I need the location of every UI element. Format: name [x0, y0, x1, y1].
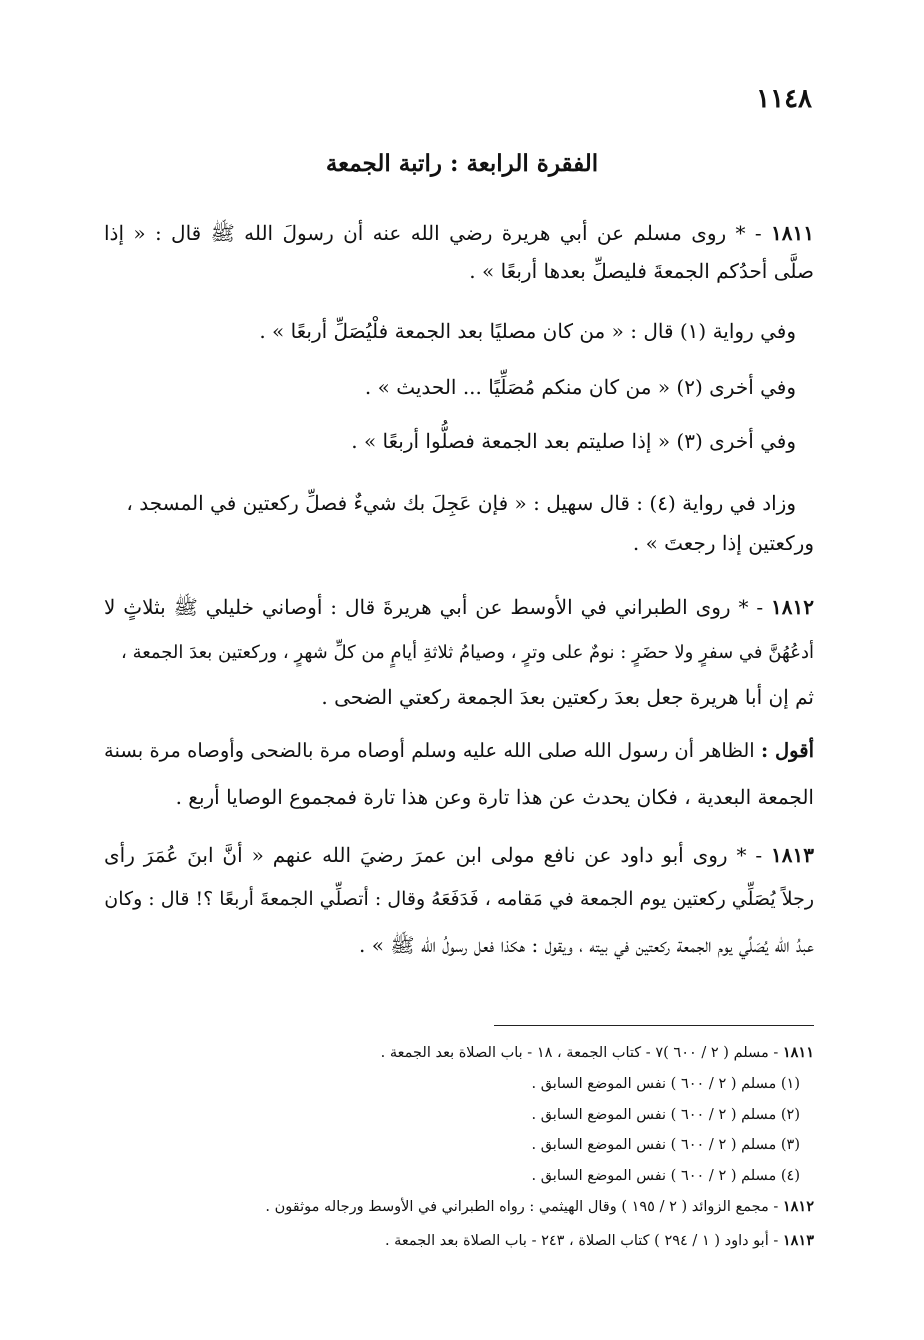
hadith-1812-line-3: ثم إن أبا هريرة جعل بعدَ ركعتين بعدَ الجمعة ركعتي الضحى . [321, 685, 814, 709]
commentary-line-2: الجمعة البعدية ، فكان يحدث عن هذا تارة وعن هذا تارة فمجموع الوصايا أربع . [175, 785, 814, 809]
hadith-1811-line-1 [104, 218, 814, 248]
hadith-text: - * روى الطبراني في الأوسط عن أبي هريرةَ قال : أوصاني خليلي ﷺ بثلاثٍ لا [104, 595, 772, 619]
footnote-divider [494, 1025, 814, 1026]
hadith-1811-line-2: صلَّى أحدُكم الجمعةَ فليصلِّ بعدها أربعًا » . [469, 259, 814, 283]
hadith-1812-line-2: أدعُهُنَّ في سفرٍ ولا حضَرٍ : نومٌ على وترٍ ، وصيامُ ثلاثةِ أيامٍ من كلِّ شهرٍ ، وركعتين بعدَ الجمعة ، [121, 642, 814, 663]
footnote-text: - أبو داود ( ١ / ٢٩٤ ) كتاب الصلاة ، ٢٤٣ - باب الصلاة بعد الجمعة . [384, 1233, 783, 1249]
commentary-line-1 [104, 736, 814, 766]
footnote-4: (٤) مسلم ( ٢ / ٦٠٠ ) نفس الموضع السابق . [531, 1168, 800, 1184]
commentary-text: الظاهر أن رسول الله صلى الله عليه وسلم أوصاه مرة بالضحى وأوصاه مرة بسنة [104, 739, 761, 762]
hadith-1813-line-3: عبدُ الله يُصَلِّي يوم الجمعة ركعتين في بيته ، ويقول : هكذا فعل رسولُ الله ﷺ » . [359, 933, 814, 957]
hadith-text: - * روى أبو داود عن نافع مولى ابن عمرَ رضيَ الله عنهم « أنَّ ابنَ عُمَرَ رأى [104, 843, 772, 867]
hadith-number: ١٨١٢ [771, 595, 814, 619]
footnote-1812 [114, 1196, 814, 1218]
footnote-1813 [114, 1230, 814, 1252]
narration-4-line-1: وزاد في رواية (٤) : قال سهيل : « فإن عَجِلَ بك شيءٌ فصلِّ ركعتين في المسجد ، [126, 491, 796, 515]
narration-2: وفي أخرى (٢) « من كان منكم مُصَلِّيًا ... الحديث » . [364, 375, 796, 399]
footnote-2: (٢) مسلم ( ٢ / ٦٠٠ ) نفس الموضع السابق . [531, 1107, 800, 1123]
page-number: ١١٤٨ [756, 84, 812, 114]
footnote-1: (١) مسلم ( ٢ / ٦٠٠ ) نفس الموضع السابق . [531, 1076, 800, 1092]
hadith-text: - * روى مسلم عن أبي هريرة رضي الله عنه أن رسولَ الله ﷺ قال : « إذا [104, 221, 772, 245]
narration-1: وفي رواية (١) قال : « من كان مصليًا بعد الجمعة فلْيُصَلِّ أربعًا » . [259, 319, 796, 343]
footnote-3: (٣) مسلم ( ٢ / ٦٠٠ ) نفس الموضع السابق . [531, 1137, 800, 1153]
hadith-1812-line-1 [104, 592, 814, 622]
section-title: الفقرة الرابعة : راتبة الجمعة [325, 150, 599, 177]
footnote-number: ١٨١٣ [782, 1232, 814, 1249]
hadith-number: ١٨١٣ [771, 843, 814, 867]
footnote-number: ١٨١١ [782, 1044, 814, 1061]
narration-4-line-2: وركعتين إذا رجعتَ » . [632, 531, 814, 555]
commentary-label: أقول : [760, 739, 814, 762]
footnote-1811 [114, 1042, 814, 1064]
narration-3: وفي أخرى (٣) « إذا صليتم بعد الجمعة فصلُّوا أربعًا » . [351, 429, 796, 453]
footnote-text: - مسلم ( ٢ / ٦٠٠ )٧ - كتاب الجمعة ، ١٨ - باب الصلاة بعد الجمعة . [380, 1045, 783, 1061]
footnote-number: ١٨١٢ [782, 1198, 814, 1215]
hadith-number: ١٨١١ [771, 221, 814, 245]
hadith-1813-line-2: رجلاً يُصَلِّي ركعتين يوم الجمعة في مَقامه ، فَدَفَعَهُ وقال : أتصلِّي الجمعةَ أربعًا ؟! قال : وكان [104, 888, 814, 910]
hadith-1813-line-1 [104, 840, 814, 870]
footnote-text: - مجمع الزوائد ( ٢ / ١٩٥ ) وقال الهيثمي : رواه الطبراني في الأوسط ورجاله موثقون . [265, 1199, 783, 1215]
